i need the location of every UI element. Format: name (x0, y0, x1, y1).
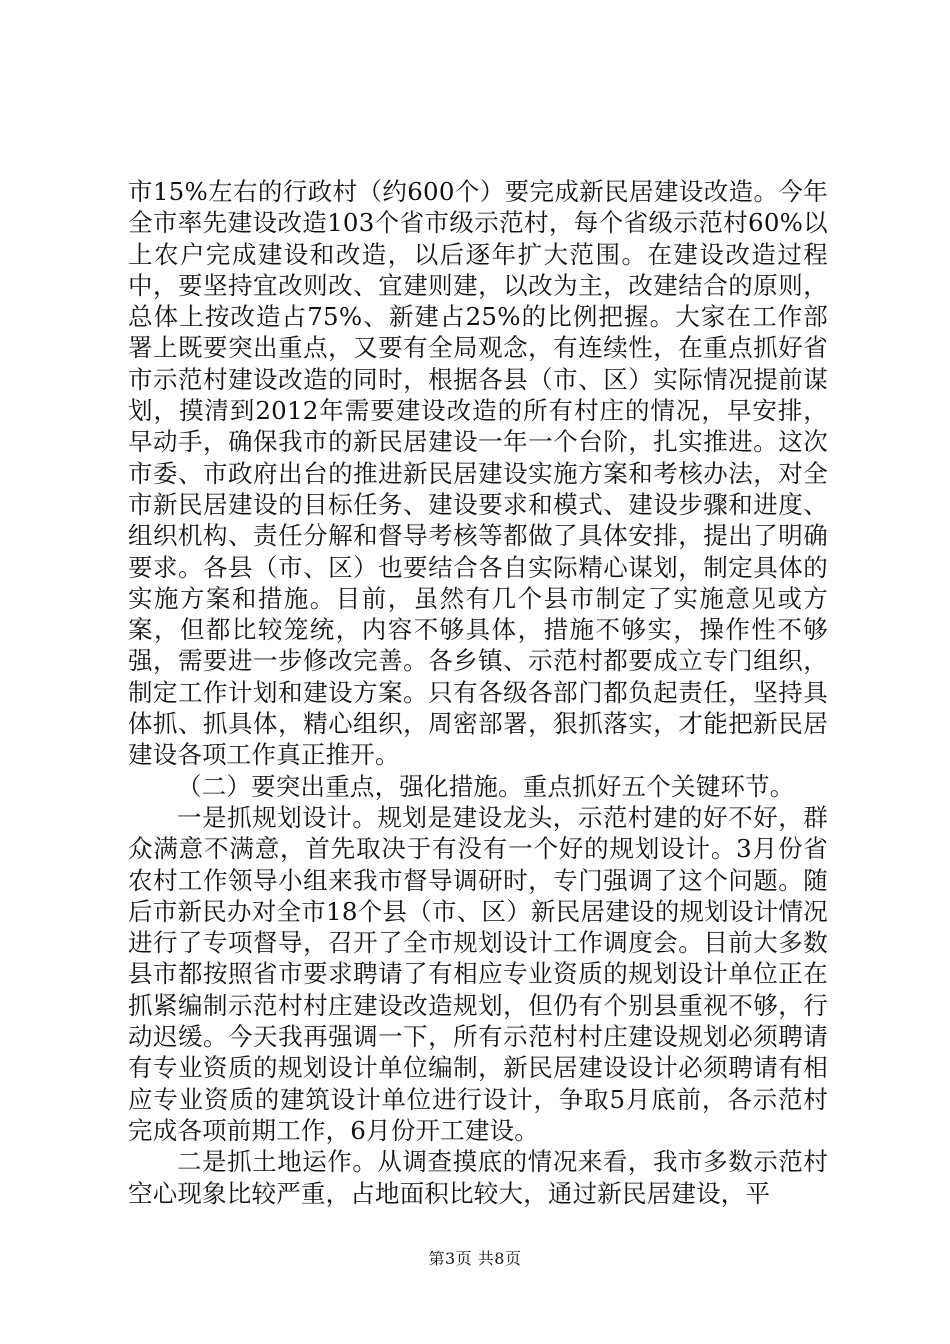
paragraph-4: 二是抓土地运作。从调查摸底的情况来看，我市多数示范村空心现象比较严重，占地面积比较大，通过新民居建设，平 (128, 1147, 828, 1208)
document-body (128, 176, 828, 1209)
paragraph-1: 市15%左右的行政村（约600个）要完成新民居建设改造。今年全市率先建设改造103个省市级示范村，每个省级示范村60%以上农户完成建设和改造，以后逐年扩大范围。在建设改造过程中，要坚持宜改则改、宜建则建，以改为主，改建结合的原则，总体上按改造占75%、新建占25%的比例把握。大家在工作部署上既要突出重点，又要有全局观念，有连续性，在重点抓好省市示范村建设改造的同时，根据各县（市、区）实际情况提前谋划，摸清到2012年需要建设改造的所有村庄的情况，早安排，早动手，确保我市的新民居建设一年一个台阶，扎实推进。这次市委、市政府出台的推进新民居建设实施方案和考核办法，对全市新民居建设的目标任务、建设要求和模式、建设步骤和进度、组织机构、责任分解和督导考核等都做了具体安排，提出了明确要求。各县（市、区）也要结合各自实际精心谋划，制定具体的实施方案和措施。目前，虽然有几个县市制定了实施意见或方案，但都比较笼统，内容不够具体，措施不够实，操作性不够强，需要进一步修改完善。各乡镇、示范村都要成立专门组织，制定工作计划和建设方案。只有各级各部门都负起责任，坚持具体抓、抓具体，精心组织，周密部署，狠抓落实，才能把新民居建设各项工作真正推开。 (128, 177, 828, 770)
paragraph-3: 一是抓规划设计。规划是建设龙头，示范村建的好不好，群众满意不满意，首先取决于有没有一个好的规划设计。3月份省农村工作领导小组来我市督导调研时，专门强调了这个问题。随后市新民办对全市18个县（市、区）新民居建设的规划设计情况进行了专项督导，召开了全市规划设计工作调度会。目前大多数县市都按照省市要求聘请了有相应专业资质的规划设计单位正在抓紧编制示范村村庄建设改造规划，但仍有个别县重视不够，行动迟缓。今天我再强调一下，所有示范村村庄建设规划必须聘请有专业资质的规划设计单位编制，新民居建设设计必须聘请有相应专业资质的建筑设计单位进行设计，争取5月底前，各示范村完成各项前期工作，6月份开工建设。 (128, 802, 828, 1145)
page-number-footer: 第3页 共8页 (428, 1249, 522, 1268)
paragraph-2-section-heading: （二）要突出重点，强化措施。重点抓好五个关键环节。 (177, 771, 795, 801)
